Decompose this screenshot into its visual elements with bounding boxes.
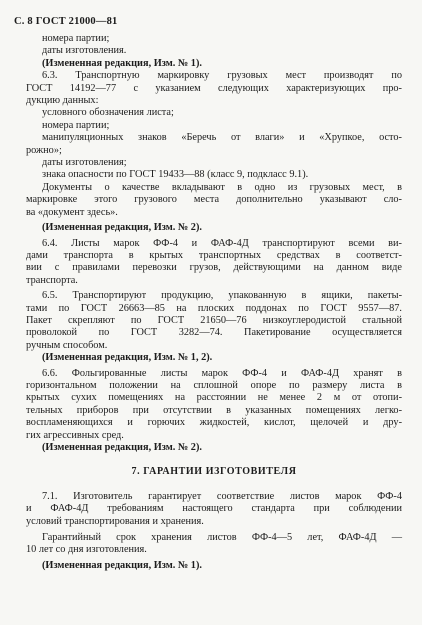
text-line: ГОСТ 14192—77 с указанием следующих характеризующих про-: [26, 82, 402, 94]
page-header: С. 8 ГОСТ 21000—81: [14, 16, 118, 27]
text-line: номера партии;: [42, 33, 110, 44]
text-line: дукцию данных:: [26, 95, 99, 107]
text-line: тами по ГОСТ 26663—85 на плоских поддонах по ГОСТ 9557—87.: [26, 302, 402, 314]
text-line: манипуляционных знаков «Беречь от влаги» и «Хрупкое, осто-: [42, 132, 402, 144]
text-line: условного обозначения листа;: [42, 107, 174, 119]
text-line: ручным способом.: [26, 339, 108, 351]
text-line: условий транспортирования и хранения.: [26, 515, 204, 527]
text-line: горизонтальном положении на сплошной опоре по размеру листа в: [26, 379, 402, 391]
text-line: дами транспорта в крытых транспортных средствах в соответст-: [26, 249, 402, 261]
edition-note: (Измененная редакция, Изм. № 1).: [42, 559, 202, 571]
text-line: рожно»;: [26, 144, 62, 156]
section-heading: 7. ГАРАНТИИ ИЗГОТОВИТЕЛЯ: [131, 466, 297, 478]
text-line: 6.4. Листы марок ФФ-4 и ФАФ-4Д транспортируют всеми ви-: [42, 237, 402, 249]
text-line: 10 лет со дня изготовления.: [26, 544, 147, 556]
text-line: 7.1. Изготовитель гарантирует соответствие листов марок ФФ-4: [42, 490, 402, 502]
text-line: и ФАФ-4Д требованиям настоящего стандарта при соблюдении: [26, 503, 402, 515]
text-line: маркировке этого грузового места дополнительно указывают сло-: [26, 194, 402, 206]
text-line: знака опасности по ГОСТ 19433—88 (класс 9, подкласс 9.1).: [42, 169, 309, 181]
text-line: вии с правилами перевозки грузов, действующими на данном виде: [26, 262, 402, 274]
text-line: проволокой по ГОСТ 3282—74. Пакетирование осуществляется: [26, 327, 402, 339]
text-line: Документы о качестве вкладывают в одно из грузовых мест, в: [42, 181, 402, 193]
edition-note: (Измененная редакция, Изм. № 1, 2).: [42, 352, 213, 364]
edition-note: (Измененная редакция, Изм. № 2).: [42, 442, 202, 453]
text-line: гих агрессивных сред.: [26, 429, 124, 441]
text-line: 6.3. Транспортную маркировку грузовых мест производят по: [42, 70, 402, 82]
text-line: транспорта.: [26, 274, 78, 286]
text-line: даты изготовления.: [42, 45, 127, 57]
text-line: 6.6. Фольгированные листы марок ФФ-4 и ФАФ-4Д хранят в: [42, 367, 402, 379]
edition-note: (Измененная редакция, Изм. № 1).: [42, 57, 202, 69]
text-line: 6.5. Транспортируют продукцию, упакованную в ящики, пакеты-: [42, 290, 402, 302]
text-line: Пакет скрепляют по ГОСТ 21650—76 низкоуглеродистой стальной: [26, 314, 402, 326]
text-line: даты изготовления;: [42, 157, 127, 169]
text-line: воспламеняющихся и горючих жидкостей, кислот, щелочей и дру-: [26, 417, 402, 429]
document-body: [26, 33, 402, 572]
text-line: ва «документ здесь».: [26, 206, 118, 218]
edition-note: (Измененная редакция, Изм. № 2).: [42, 222, 202, 234]
text-line: номера партии;: [42, 119, 110, 131]
text-line: Гарантийный срок хранения листов ФФ-4—5 лет, ФАФ-4Д —: [42, 532, 402, 544]
text-line: крытых сухих помещениях на расстоянии не менее 2 м от отопи-: [26, 392, 402, 404]
text-line: тельных приборов при отсутствии в указанных помещениях легко-: [26, 404, 402, 416]
